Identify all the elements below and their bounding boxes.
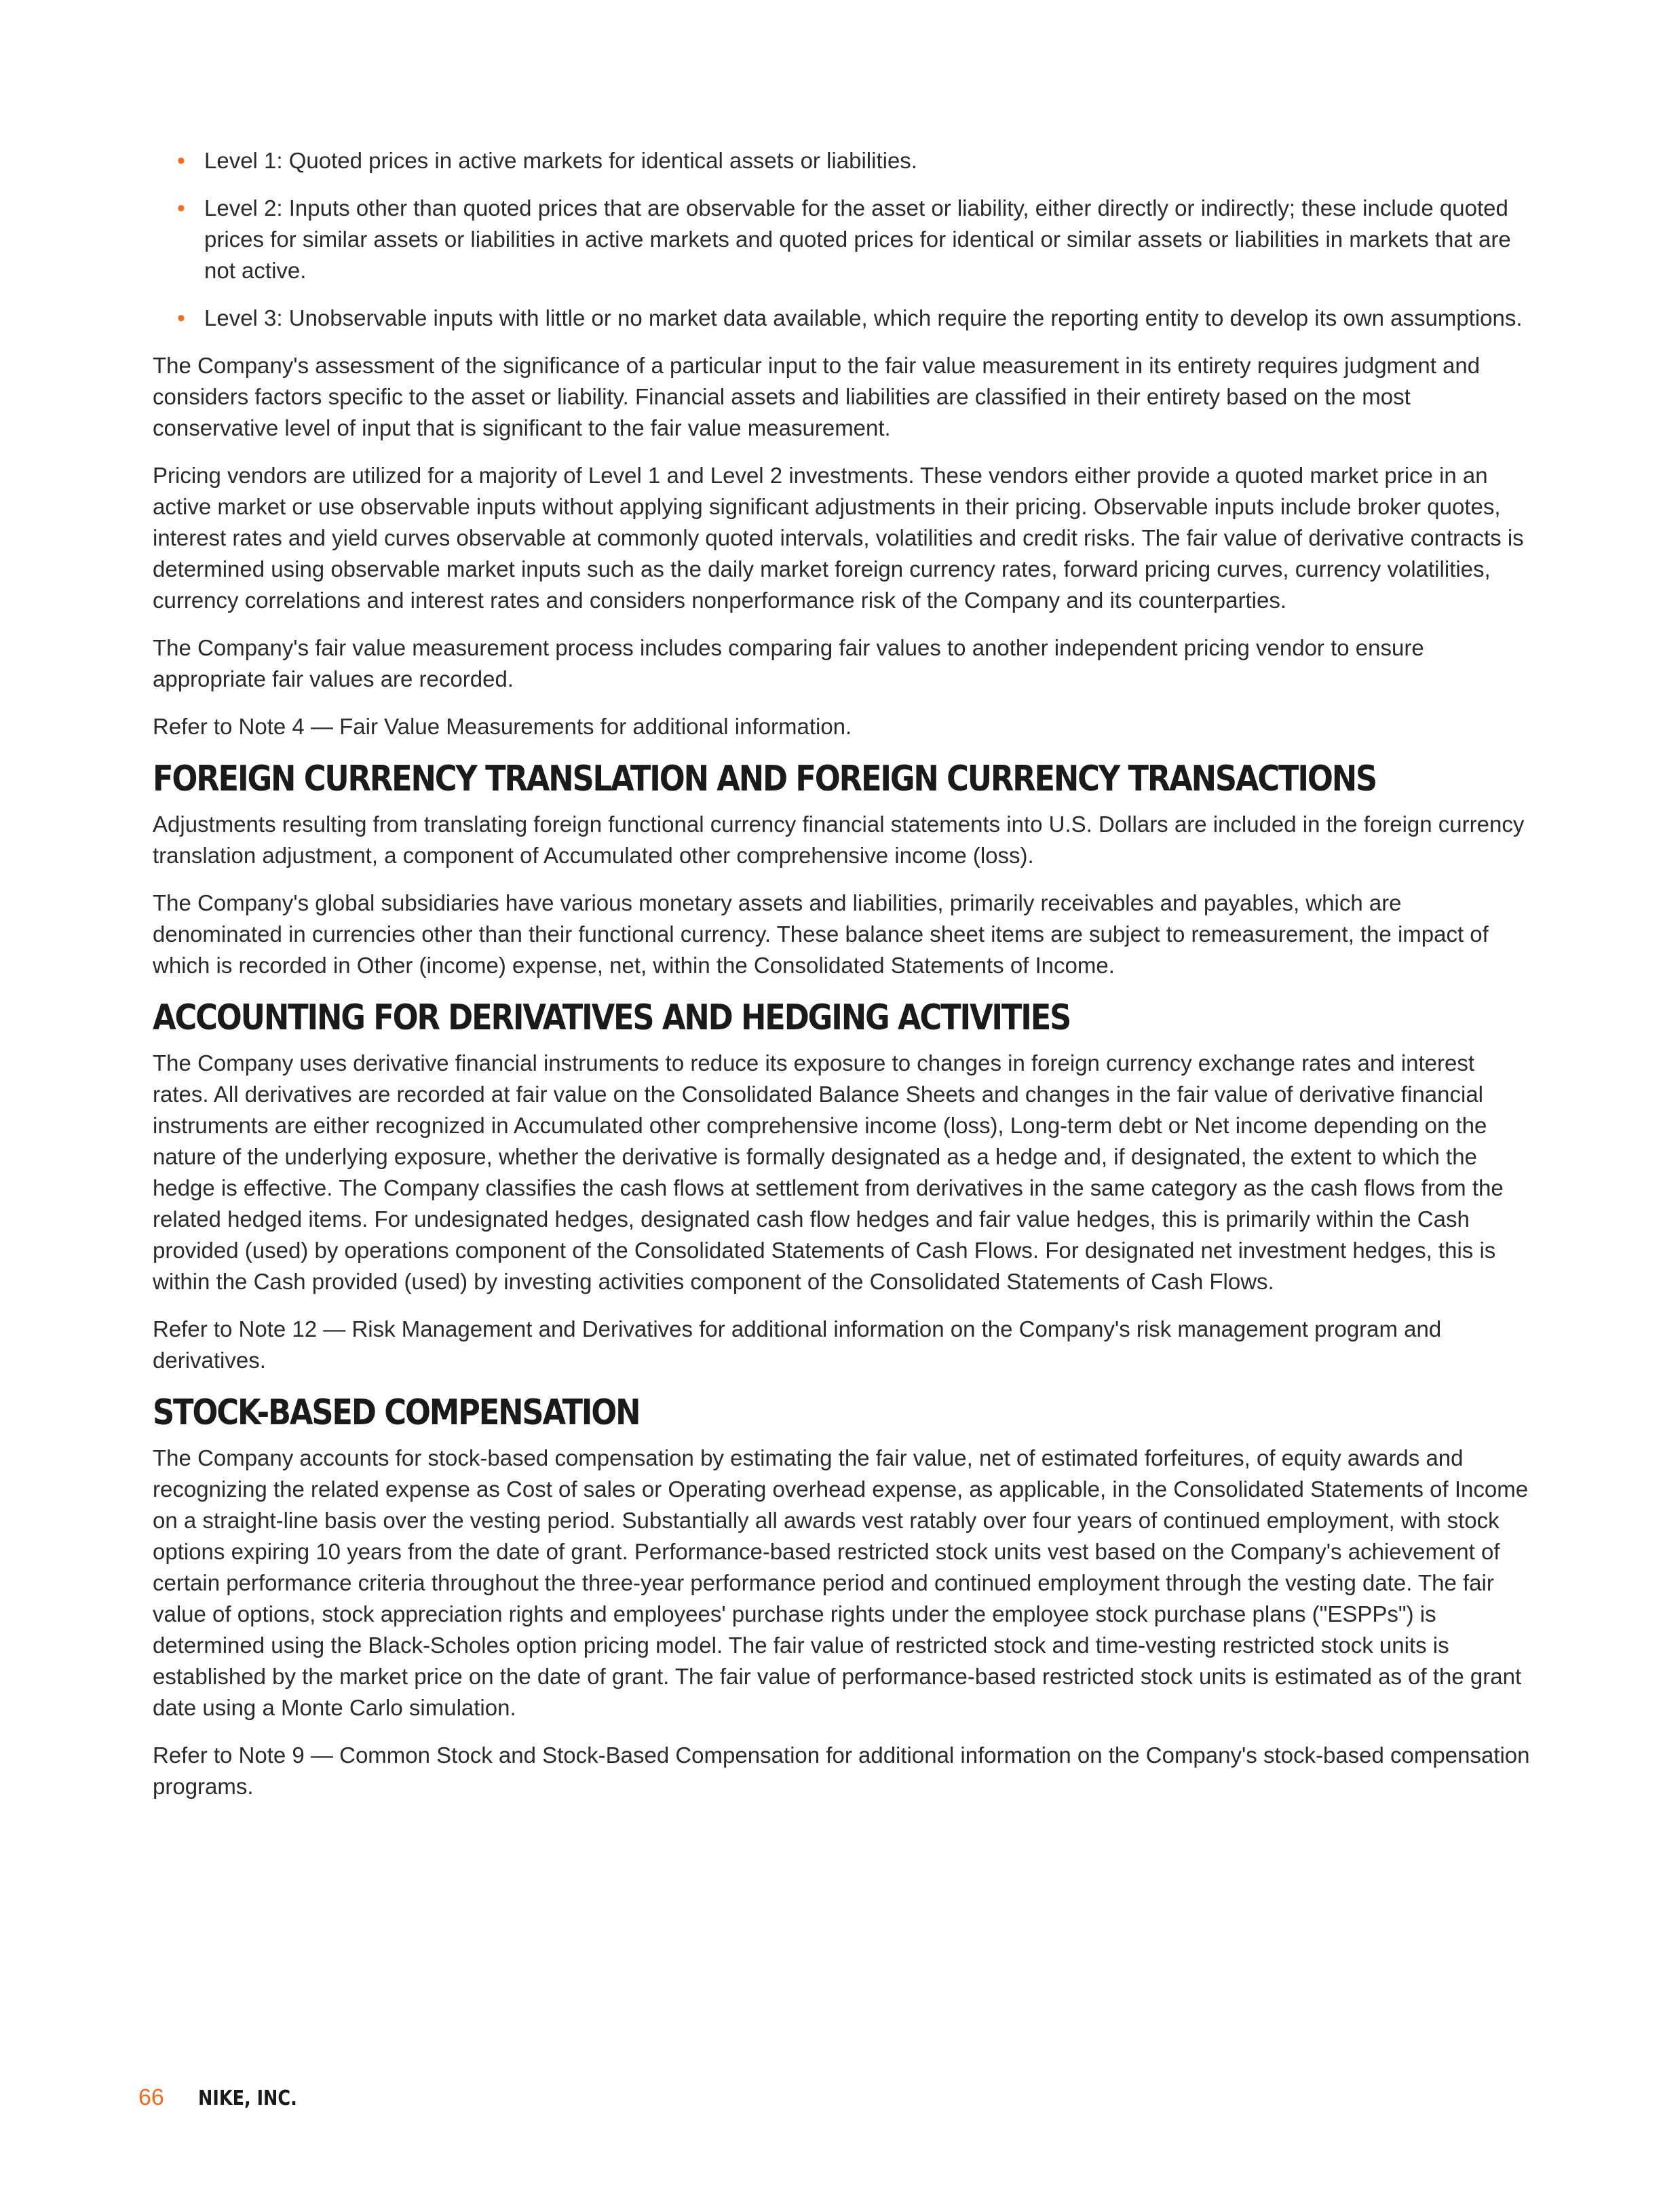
fair-value-paragraph-pricing-vendors: Pricing vendors are utilized for a majority of Level 1 and Level 2 investments. These vendors either provide a quoted market price in an active market or use observable inputs without applying significant adjustments in their pricing. Observable inputs include broker quotes, interest rates and yield curves observable at commonly quoted intervals, volatilities and credit risks. The fair value of derivative contracts is determined using observable market inputs such as the daily market foreign currency rates, forward pricing curves, currency volatilities, currency correlations and interest rates and considers nonperformance risk of the Company and its counterparties. [153, 463, 1524, 613]
bullet-icon: • [177, 305, 185, 331]
document-page [153, 145, 1530, 1819]
stock-compensation-note-reference: Refer to Note 9 — Common Stock and Stock-Based Compensation for additional information on the Company's stock-based compensation programs. [153, 1743, 1530, 1799]
fair-value-note-reference: Refer to Note 4 — Fair Value Measurements for additional information. [153, 714, 852, 739]
fair-value-levels-list [153, 145, 1530, 334]
fair-value-paragraph-process: The Company's fair value measurement process includes comparing fair values to another independent pricing vendor to ensure appropriate fair values are recorded. [153, 635, 1424, 691]
foreign-currency-paragraph-translation: Adjustments resulting from translating foreign functional currency financial statements into U.S. Dollars are included in the foreign currency translation adjustment, a component of Accumulated other comprehensive income (loss). [153, 812, 1525, 868]
page-footer [138, 2085, 315, 2111]
list-item-text: Level 1: Quoted prices in active markets for identical assets or liabilities. [204, 148, 917, 173]
bullet-icon: • [177, 148, 185, 174]
section-heading-derivatives: ACCOUNTING FOR DERIVATIVES AND HEDGING ACTIVITIES [153, 997, 1071, 1038]
list-item-text: Level 2: Inputs other than quoted prices that are observable for the asset or liability, either directly or indirectly; these include quoted prices for similar assets or liabilities in active markets and quoted prices for identical or similar assets or liabilities in markets that are not active. [204, 195, 1511, 283]
section-heading-stock-compensation: STOCK-BASED COMPENSATION [153, 1392, 640, 1433]
page-number: 66 [138, 2085, 164, 2110]
section-heading-foreign-currency: FOREIGN CURRENCY TRANSLATION AND FOREIGN CURRENCY TRANSACTIONS [153, 759, 1377, 799]
foreign-currency-paragraph-remeasurement: The Company's global subsidiaries have various monetary assets and liabilities, primarily receivables and payables, which are denominated in currencies other than their functional currency. These balance sheet items are subject to remeasurement, the impact of which is recorded in Other (income) expense, net, within the Consolidated Statements of Income. [153, 890, 1489, 978]
company-name: NIKE, INC. [198, 2087, 298, 2110]
list-item-level-3 [153, 303, 1530, 334]
derivatives-note-reference: Refer to Note 12 — Risk Management and Derivatives for additional information on the Company's risk management program and derivatives. [153, 1316, 1442, 1373]
stock-compensation-paragraph-accounting: The Company accounts for stock-based compensation by estimating the fair value, net of estimated forfeitures, of equity awards and recognizing the related expense as Cost of sales or Operating overhead expense, as applicable, in the Consolidated Statements of Income on a straight-line basis over the vesting period. Substantially all awards vest ratably over four years of continued employment, with stock options expiring 10 years from the date of grant. Performance-based restricted stock units vest based on the Company's achievement of certain performance criteria throughout the three-year performance period and continued employment through the vesting date. The fair value of options, stock appreciation rights and employees' purchase rights under the employee stock purchase plans ("ESPPs") is determined using the Black-Scholes option pricing model. The fair value of restricted stock and time-vesting restricted stock units is established by the market price on the date of grant. The fair value of performance-based restricted stock units is estimated as of the grant date using a Monte Carlo simulation. [153, 1445, 1529, 1720]
fair-value-paragraph-assessment: The Company's assessment of the significance of a particular input to the fair value measurement in its entirety requires judgment and considers factors specific to the asset or liability. Financial assets and liabilities are classified in their entirety based on the most conservative level of input that is significant to the fair value measurement. [153, 353, 1481, 440]
list-item-level-1 [153, 145, 1530, 176]
list-item-text: Level 3: Unobservable inputs with little or no market data available, which require the reporting entity to develop its own assumptions. [204, 305, 1523, 330]
derivatives-paragraph-accounting: The Company uses derivative financial instruments to reduce its exposure to changes in foreign currency exchange rates and interest rates. All derivatives are recorded at fair value on the Consolidated Balance Sheets and changes in the fair value of derivative financial instruments are either recognized in Accumulated other comprehensive income (loss), Long-term debt or Net income depending on the nature of the underlying exposure, whether the derivative is formally designated as a hedge and, if designated, the extent to which the hedge is effective. The Company classifies the cash flows at settlement from derivatives in the same category as the cash flows from the related hedged items. For undesignated hedges, designated cash flow hedges and fair value hedges, this is primarily within the Cash provided (used) by operations component of the Consolidated Statements of Cash Flows. For designated net investment hedges, this is within the Cash provided (used) by investing activities component of the Consolidated Statements of Cash Flows. [153, 1050, 1504, 1294]
list-item-level-2 [153, 193, 1530, 286]
bullet-icon: • [177, 195, 185, 221]
